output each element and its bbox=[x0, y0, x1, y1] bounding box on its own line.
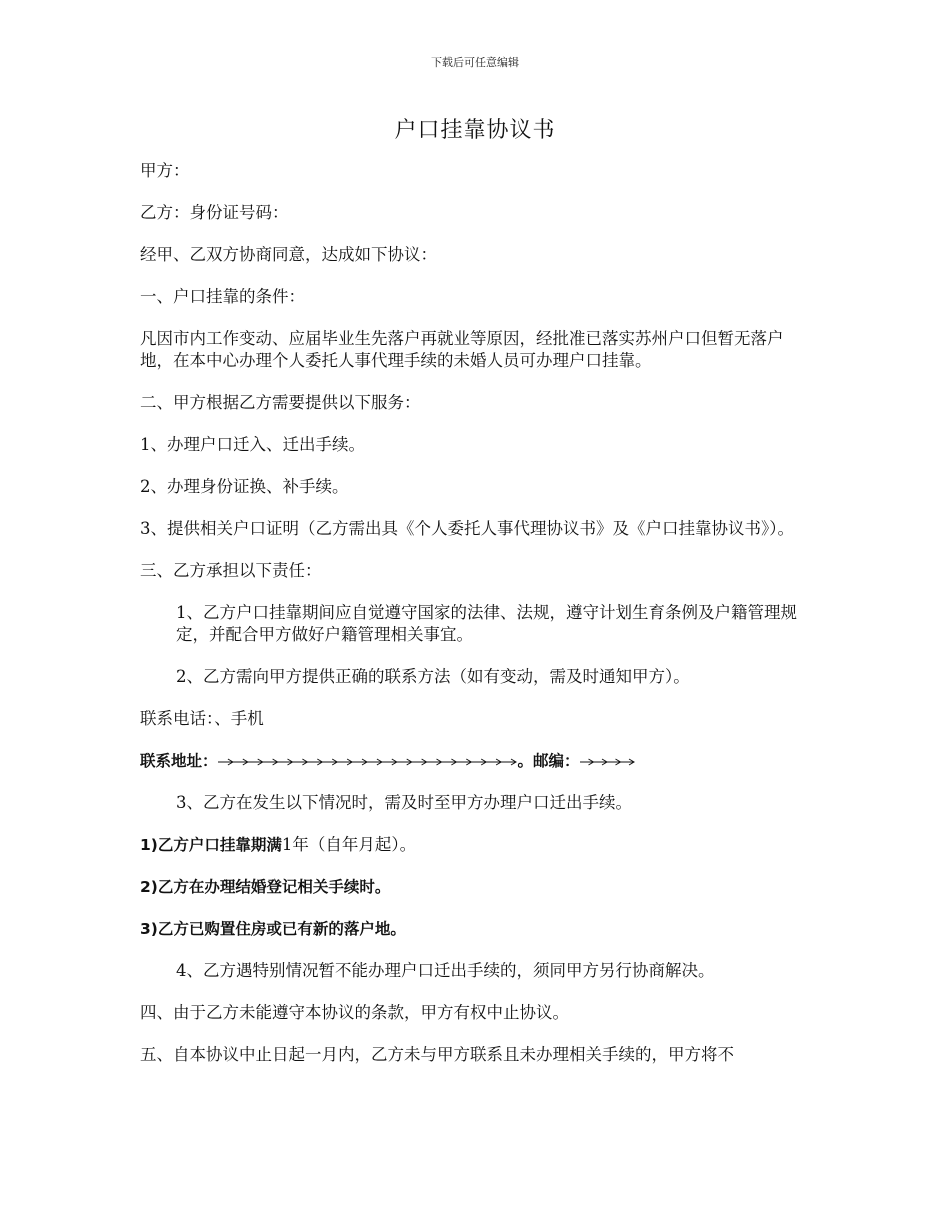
section3-item-2: 2、乙方需向甲方提供正确的联系方法（如有变动，需及时通知甲方）。 bbox=[176, 667, 690, 686]
section2-item-3: 3、提供相关户口证明（乙方需出具《个人委托人事代理协议书》及《户口挂靠协议书》）。 bbox=[140, 519, 794, 538]
address-label: 联系地址： bbox=[140, 752, 218, 770]
address-arrow-graphic bbox=[218, 757, 518, 767]
postcode-arrow-graphic bbox=[580, 757, 636, 767]
section3-item-4: 4、乙方遇特别情况暂不能办理户口迁出手续的，须同甲方另行协商解决。 bbox=[176, 961, 715, 980]
section5-paragraph: 五、自本协议中止日起一月内，乙方未与甲方联系且未办理相关手续的，甲方将不 bbox=[140, 1045, 734, 1064]
section3-item-3: 3、乙方在发生以下情况时，需及时至甲方办理户口迁出手续。 bbox=[176, 793, 632, 812]
section3-heading: 三、乙方承担以下责任： bbox=[140, 561, 322, 580]
section2-heading: 二、甲方根据乙方需要提供以下服务： bbox=[140, 393, 421, 412]
party-a-line: 甲方： bbox=[140, 161, 190, 180]
postcode-blank-arrows bbox=[580, 757, 636, 767]
intro-paragraph: 经甲、乙双方协商同意，达成如下协议： bbox=[140, 245, 437, 264]
address-blank-arrows bbox=[218, 757, 518, 767]
section1-heading: 一、户口挂靠的条件： bbox=[140, 287, 305, 306]
document-title: 户口挂靠协议书 bbox=[394, 118, 556, 143]
case-1-line bbox=[140, 834, 815, 856]
case-3-line: 3)乙方已购置住房或已有新的落户地。 bbox=[140, 920, 406, 938]
case-2-line: 2)乙方在办理结婚登记相关手续时。 bbox=[140, 878, 391, 896]
case-1-rest: 1年（自年月起）。 bbox=[281, 835, 417, 854]
case-1-bold: 1)乙方户口挂靠期满 bbox=[140, 836, 282, 854]
party-b-line: 乙方：身份证号码： bbox=[140, 203, 289, 222]
section3-item-1: 1、乙方户口挂靠期间应自觉遵守国家的法律、法规，遵守计划生育条例及户籍管理规定，并配合甲方做好户籍管理相关事宜。 bbox=[176, 603, 797, 644]
header-note: 下载后可任意编辑 bbox=[431, 56, 519, 69]
section1-body: 凡因市内工作变动、应届毕业生先落户再就业等原因，经批准已落实苏州户口但暂无落户地，在本中心办理个人委托人事代理手续的未婚人员可办理户口挂靠。 bbox=[140, 329, 784, 370]
section2-item-2: 2、办理身份证换、补手续。 bbox=[140, 477, 349, 496]
contact-phone-line: 联系电话：、手机 bbox=[140, 709, 264, 728]
section2-item-1: 1、办理户口迁入、迁出手续。 bbox=[140, 435, 365, 454]
section4-paragraph: 四、由于乙方未能遵守本协议的条款，甲方有权中止协议。 bbox=[140, 1003, 569, 1022]
contact-address-line bbox=[140, 750, 815, 772]
document-body bbox=[140, 160, 815, 1086]
postcode-label: 。邮编： bbox=[517, 752, 580, 770]
